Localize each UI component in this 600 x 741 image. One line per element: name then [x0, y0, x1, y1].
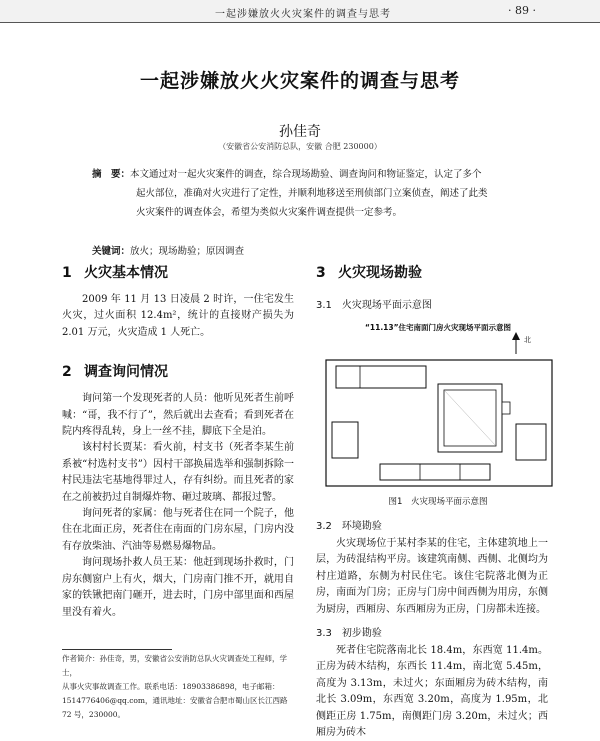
- subsection-3-1-heading: 3.1 火灾现场平面示意图: [316, 300, 432, 311]
- figure-caption: 图1 火灾现场平面示意图: [388, 497, 488, 507]
- abstract: [92, 165, 518, 222]
- section-2-number: 2: [62, 364, 72, 381]
- left-column: [62, 262, 294, 621]
- footnote-line-2: 从事火灾事故调查工作。联系电话：18903386898，电子邮箱：: [62, 682, 280, 691]
- author-footnote: [62, 652, 297, 722]
- right-column-top: [316, 262, 548, 311]
- section-3-title: 火灾现场勘验: [338, 265, 422, 281]
- gate-house: [380, 464, 490, 480]
- author-name: 孙佳奇: [279, 124, 321, 140]
- section-2-paragraph-1: 询问第一个发现死者的人员：他听见死者生前呼喊：“哥，我不行了”，然后就出去查看；看到死者在院内疼得乱转，身上一丝不挂，脚底下全是泊。: [62, 393, 294, 438]
- section-1-paragraph: 2009 年 11 月 13 日凌晨 2 时许，一住宅发生火灾，过火面积 12.4m²，统计的直接财产损失为 2.01 万元，火灾造成 1 人死亡。: [62, 294, 294, 338]
- subsection-3-3-heading: 3.3 初步勘验: [316, 628, 382, 640]
- subsection-3-2-heading: 3.2 环境勘验: [316, 521, 382, 532]
- section-1-heading: [62, 262, 294, 282]
- section-2-heading: [62, 361, 294, 381]
- east-side-room: [516, 424, 546, 460]
- section-2-paragraph-2: 该村村长贾某：看火前，村支书（死者李某生前系被“村选村支书”）因村干部换届选举和强制拆除一村民违法宅基地得罪过人，存有纠纷。而且死者的家在之前被扔过自制爆炸物、砸过玻璃、都报过警。: [62, 442, 294, 503]
- subsection-3-3-text: 死者住宅院落南北长 18.4m，东西宽 11.4m。正房为砖木结构，东西长 11.4m，南北宽 5.45m，高度为 3.13m，未过火；东面厢房为砖木结构，南北长 3.09m，东西宽 3.20m，高度为 1.95m，北侧距正房 1.75m，南侧距门房 3.20m，未过火；西厢房为砖木: [316, 645, 548, 739]
- footnote-line-3: 1514776406@qq.com，通讯地址：安徽省合肥市蜀山区长江西路 72 号，230000。: [62, 696, 288, 719]
- door-marker: [502, 402, 510, 414]
- main-house: [336, 366, 426, 388]
- north-label: 北: [524, 336, 531, 344]
- north-arrow-icon: [512, 332, 520, 340]
- footnote-rule: [62, 649, 172, 650]
- floor-plan-figure: [320, 332, 560, 492]
- section-2-paragraph-3: 询问死者的家属：他与死者住在同一个院子，他住在北面正房，死者住在南面的门房东屋，门房内没有存放柴油、汽油等易燃易爆物品。: [62, 508, 294, 552]
- section-1-title: 火灾基本情况: [84, 265, 168, 281]
- section-2-paragraph-4: 询问现场扑救人员王某：他赶到现场扑救时，门房东侧窗户上有火，烟大，门房南门推不开，就用自家的铁锹把南门砸开，进去时，门房中部里面和西屋里没有着火。: [62, 557, 294, 618]
- keywords-label: 关键词：: [92, 246, 131, 257]
- running-header-title: 一起涉嫌放火火灾案件的调查与思考: [215, 9, 391, 20]
- abstract-line-1: 本文通过对一起火灾案件的调查，综合现场勘验、调查询问和物证鉴定，认定了多个: [130, 169, 482, 180]
- courtyard-diagonal: [444, 390, 496, 446]
- page-number: · 89 ·: [508, 4, 536, 17]
- abstract-line-2: 起火部位，准确对火灾进行了定性，并顺利地移送至刑侦部门立案侦查，阐述了此类: [136, 188, 488, 199]
- section-1-number: 1: [62, 265, 72, 281]
- west-side-room: [332, 422, 358, 458]
- section-2-title: 调查询问情况: [84, 364, 168, 381]
- abstract-label: 摘 要：: [92, 169, 131, 180]
- section-3-number: 3: [316, 265, 326, 281]
- keywords: [92, 243, 518, 257]
- section-3-heading: [316, 262, 548, 282]
- figure-title: “11.13”住宅南面门房火灾现场平面示意图: [364, 323, 512, 332]
- keywords-text: 放火；现场勘验；原因调查: [130, 246, 245, 257]
- article-title: 一起涉嫌放火火灾案件的调查与思考: [139, 70, 460, 92]
- author-affiliation: （安徽省公安消防总队，安徽 合肥 230000）: [218, 142, 382, 151]
- footnote-line-1: 作者简介：孙佳奇，男，安徽省公安消防总队火灾调查处工程师，学士，: [62, 654, 287, 677]
- abstract-line-3: 火灾案件的调查体会，希望为类似火灾案件调查提供一定参考。: [136, 207, 403, 218]
- subsection-3-2-text: 火灾现场位于某村李某的住宅，主体建筑地上一层，为砖混结构平房。该建筑南侧、西侧、北侧均为村庄道路，东侧为村民住宅。该住宅院落北侧为正房，南面为门房；正房与门房中间西侧为用房，东侧为厨房，西厢房、东西厢房为正房，门房都未连接。: [316, 538, 548, 615]
- right-column-bottom: [316, 517, 548, 741]
